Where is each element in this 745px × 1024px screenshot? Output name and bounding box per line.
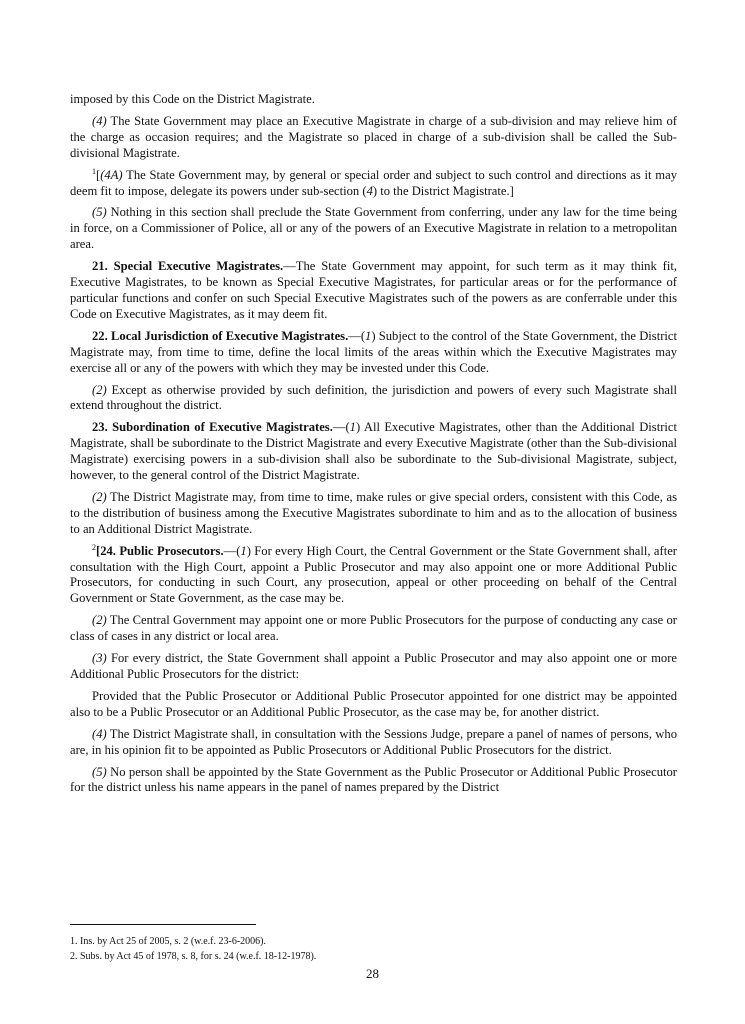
text-run: ) to the District Magistrate.] xyxy=(372,183,514,198)
text-run: —( xyxy=(332,420,350,435)
paragraph xyxy=(70,651,677,683)
text-run: Provided that the Public Prosecutor or Additional Public Prosecutor appointed for one district may be appointed also to be a Public Prosecutor or an Additional Public Prosecutor, as the case may be, for another district. xyxy=(70,688,677,719)
italic-reference: (5) xyxy=(92,764,107,779)
text-run: —( xyxy=(348,328,366,343)
italic-reference: (2) xyxy=(92,613,107,628)
italic-reference: (2) xyxy=(92,489,107,504)
text-run: The State Government may place an Executive Magistrate in charge of a sub-division and may relieve him of the charge as occasion requires; and the Magistrate so placed in charge of a sub-division shall be called the Sub-divisional Magistrate. xyxy=(70,113,677,160)
paragraph xyxy=(70,544,677,608)
paragraph xyxy=(70,168,677,200)
text-run: No person shall be appointed by the State Government as the Public Prosecutor or Additional Public Prosecutor for the district unless his name appears in the panel of names prepared by the District xyxy=(70,764,677,795)
paragraph xyxy=(70,613,677,645)
text-run: For every district, the State Government shall appoint a Public Prosecutor and may also appoint one or more Additional Public Prosecutors for the district: xyxy=(70,651,677,681)
paragraph xyxy=(70,727,677,759)
italic-reference: (3) xyxy=(92,651,107,666)
footnote-2: 2. Subs. by Act 45 of 1978, s. 8, for s. 24 (w.e.f. 18-12-1978). xyxy=(70,951,317,962)
text-run: The State Government may, by general or special order and subject to such control and directions as it may deem fit to impose, delegate its powers under sub-section ( xyxy=(70,167,677,198)
text-run: The District Magistrate shall, in consultation with the Sessions Judge, prepare a panel of names of persons, who are, in his opinion fit to be appointed as Public Prosecutors or Additional Public Prosecutors for the district. xyxy=(70,726,677,757)
footnotes xyxy=(70,934,677,964)
paragraph xyxy=(70,383,677,415)
text-run: —The State Government may appoint, for such term as it may think fit, Executive Magistrates, to be known as Special Executive Magistrates, for particular areas or for the performance of particular functions and confer on such Special Executive Magistrates such of the powers as are conferrable under this Code on Executive Magistrates, as it may deem fit. xyxy=(70,259,677,321)
italic-reference: (4) xyxy=(92,113,107,128)
footnote-marker: 2 xyxy=(92,542,96,552)
section-heading: 21. Special Executive Magistrates. xyxy=(92,259,284,274)
italic-reference: (4) xyxy=(92,726,107,741)
paragraph xyxy=(70,689,677,721)
italic-reference: (4A) xyxy=(100,167,123,182)
paragraph xyxy=(70,259,677,323)
paragraph xyxy=(70,205,677,253)
italic-reference: (5) xyxy=(92,205,107,220)
text-run: The Central Government may appoint one or more Public Prosecutors for the purpose of conducting any case or class of cases in any district or local area. xyxy=(70,613,677,644)
footnote-divider xyxy=(70,924,256,925)
text-run: —( xyxy=(223,543,241,558)
text-run: Except as otherwise provided by such definition, the jurisdiction and powers of every such Magistrate shall extend throughout the district. xyxy=(70,382,677,413)
text-run: Nothing in this section shall preclude the State Government from conferring, under any law for the time being in force, on a Commissioner of Police, all or any of the powers of an Executive Magistrate in relation to a metropolitan area. xyxy=(70,205,677,252)
italic-reference: 1 xyxy=(349,420,356,435)
italic-reference: 4 xyxy=(366,183,373,198)
text-run: ) Subject to the control of the State Government, the District Magistrate may, from time to time, define the local limits of the areas within which the Executive Magistrates may exercise all or any of the powers with which they may be invested under this Code. xyxy=(70,328,677,375)
text-run: ) For every High Court, the Central Government or the State Government shall, after consultation with the High Court, appoint a Public Prosecutor and may also appoint one or more Additional Public Prosecutors, for conducting in such Court, any prosecution, appeal or other proceeding on behalf of the Central Government or State Government, as the case may be. xyxy=(70,543,677,606)
paragraph xyxy=(70,420,677,484)
italic-reference: (2) xyxy=(92,382,107,397)
italic-reference: 1 xyxy=(365,328,372,343)
text-run: The District Magistrate may, from time to time, make rules or give special orders, consistent with this Code, as to the distribution of business among the Executive Magistrates subordinate to him and as to the allocation of business to an Additional District Magistrate. xyxy=(70,489,677,536)
document-body xyxy=(70,92,677,802)
text-run: [ xyxy=(96,167,101,182)
section-heading: 23. Subordination of Executive Magistrates. xyxy=(92,420,333,435)
paragraph xyxy=(70,490,677,538)
section-heading: 22. Local Jurisdiction of Executive Magistrates. xyxy=(92,328,349,343)
paragraph xyxy=(70,92,677,108)
section-heading: [24. Public Prosecutors. xyxy=(96,543,224,558)
footnote-marker: 1 xyxy=(92,166,96,176)
paragraph xyxy=(70,765,677,797)
text-run: imposed by this Code on the District Magistrate. xyxy=(70,92,315,106)
paragraph xyxy=(70,329,677,377)
text-run: ) All Executive Magistrates, other than the Additional District Magistrate, shall be subordinate to the District Magistrate and every Executive Magistrate (other than the Sub-divisional Magistrate) exercising powers in a sub-division shall also be subordinate to the Sub-divisional Magistrate, subject, however, to the general control of the District Magistrate. xyxy=(70,420,677,483)
page-number: 28 xyxy=(366,966,379,981)
footnote-1: 1. Ins. by Act 25 of 2005, s. 2 (w.e.f. 23-6-2006). xyxy=(70,936,266,947)
paragraph xyxy=(70,114,677,162)
italic-reference: 1 xyxy=(240,543,247,558)
